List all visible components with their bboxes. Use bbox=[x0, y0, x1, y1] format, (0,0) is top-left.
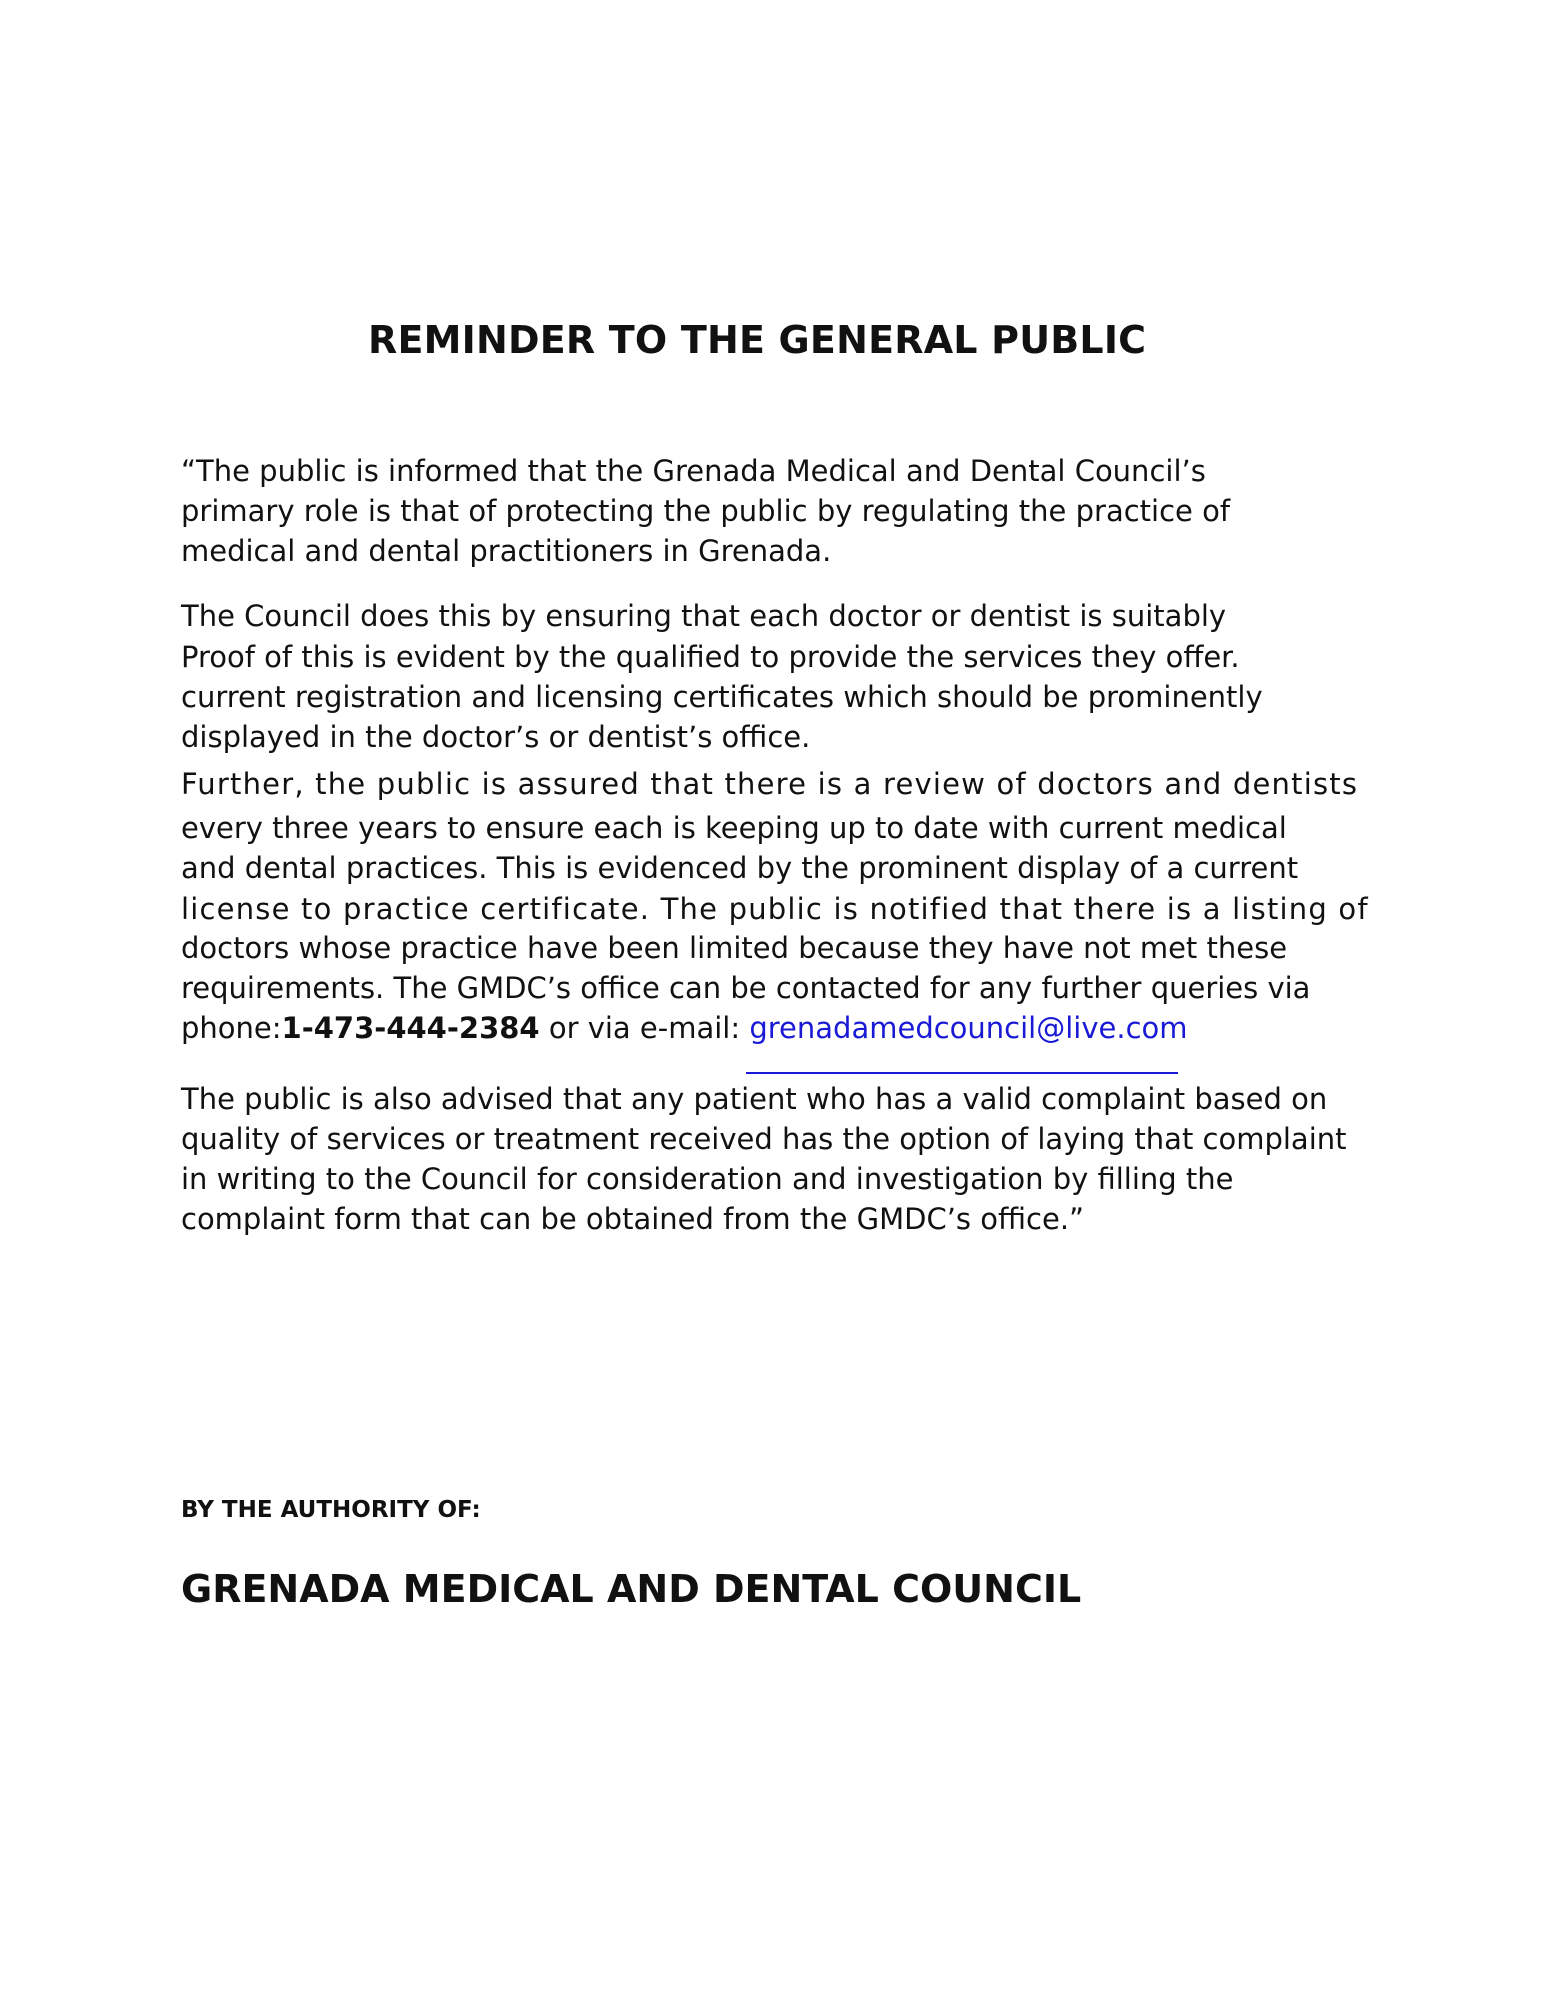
paragraph-1-line-2: primary role is that of protecting the public by regulating the practice of bbox=[181, 494, 1231, 528]
paragraph-3-line-3: and dental practices. This is evidenced by the prominent display of a current bbox=[181, 851, 1299, 885]
authority-label: BY THE AUTHORITY OF: bbox=[181, 1497, 481, 1523]
council-name: GRENADA MEDICAL AND DENTAL COUNCIL bbox=[181, 1567, 1082, 1611]
paragraph-3-line-2: every three years to ensure each is keeping up to date with current medical bbox=[181, 811, 1287, 845]
paragraph-3-line-5: doctors whose practice have been limited because they have not met these bbox=[181, 931, 1288, 965]
paragraph-3-line-6: requirements. The GMDC’s office can be contacted for any further queries via bbox=[181, 971, 1311, 1005]
paragraph-2-line-2: Proof of this is evident by the qualified to provide the services they offer. bbox=[181, 640, 1240, 674]
email-underline bbox=[746, 1072, 1178, 1074]
email-label: or via e-mail: bbox=[539, 1011, 750, 1045]
paragraph-2-line-1: The Council does this by ensuring that each doctor or dentist is suitably bbox=[181, 599, 1227, 633]
contact-line bbox=[181, 1011, 1188, 1045]
phone-label: phone: bbox=[181, 1011, 282, 1045]
paragraph-1-line-3: medical and dental practitioners in Grenada. bbox=[181, 534, 832, 568]
phone-number: 1-473-444-2384 bbox=[281, 1011, 540, 1045]
email-link[interactable]: grenadamedcouncil@live.com bbox=[749, 1011, 1188, 1045]
paragraph-4-line-2: quality of services or treatment received has the option of laying that complaint bbox=[181, 1122, 1347, 1156]
paragraph-3-line-4: license to practice certificate. The public is notified that there is a listing of bbox=[181, 892, 1369, 926]
paragraph-1-line-1: “The public is informed that the Grenada Medical and Dental Council’s bbox=[181, 454, 1206, 488]
page-title: REMINDER TO THE GENERAL PUBLIC bbox=[368, 318, 1147, 362]
paragraph-2-line-3: current registration and licensing certificates which should be prominently bbox=[181, 680, 1263, 714]
paragraph-3-line-1: Further, the public is assured that there is a review of doctors and dentists bbox=[181, 767, 1359, 801]
paragraph-4-line-3: in writing to the Council for consideration and investigation by filling the bbox=[181, 1162, 1234, 1196]
paragraph-4-line-1: The public is also advised that any patient who has a valid complaint based on bbox=[181, 1082, 1328, 1116]
paragraph-4-line-4: complaint form that can be obtained from the GMDC’s office.” bbox=[181, 1202, 1085, 1236]
paragraph-2-line-4: displayed in the doctor’s or dentist’s office. bbox=[181, 720, 811, 754]
